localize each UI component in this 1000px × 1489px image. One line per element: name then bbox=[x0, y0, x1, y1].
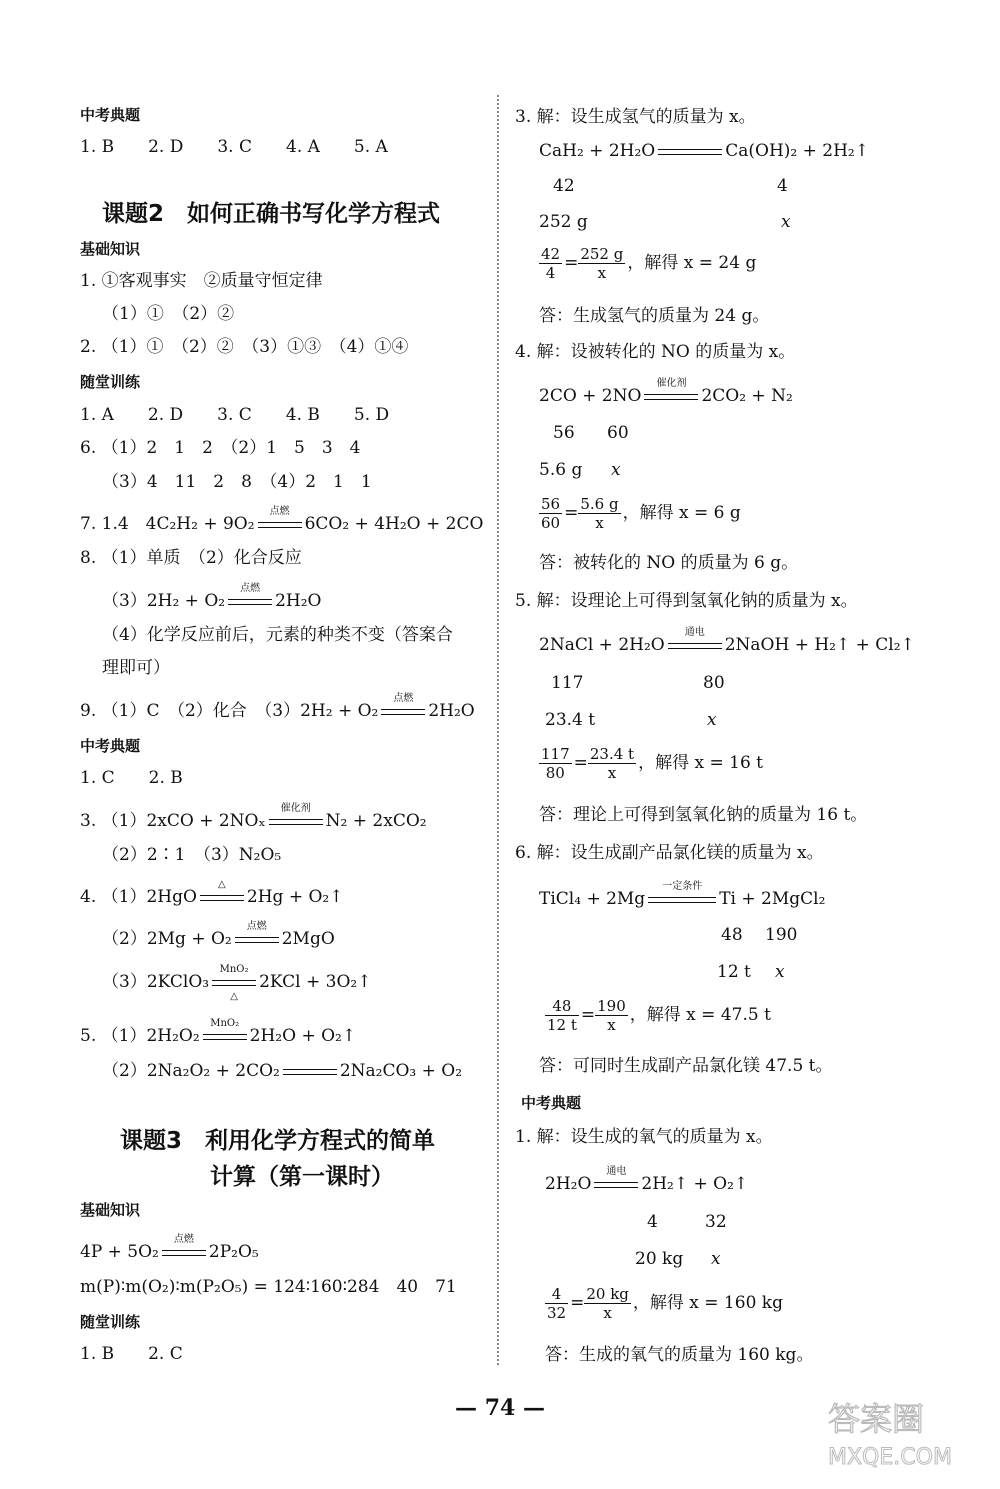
unknown-mass: x bbox=[775, 962, 785, 982]
answer-line: （3）4 11 2 8 （4）2 1 1 bbox=[102, 472, 372, 492]
watermark-text-url: MXQE.COM bbox=[828, 1445, 952, 1470]
molar-mass: 48 bbox=[721, 925, 743, 945]
answer-line: 答：生成氢气的质量为 24 g。 bbox=[539, 306, 770, 326]
section-heading: 随堂训练 bbox=[80, 373, 141, 391]
equation-line: 9. （1）C （2）化合 （3）2H₂ + O₂ 点燃 2H₂O bbox=[80, 692, 475, 721]
equation-line: 3. （1）2xCO + 2NOₓ 催化剂 N₂ + 2xCO₂ bbox=[80, 802, 427, 831]
molar-mass: 4 bbox=[647, 1212, 658, 1232]
answer-line: 1. B 2. D 3. C 4. A 5. A bbox=[80, 137, 388, 157]
equation-line: 2NaCl + 2H₂O 通电 2NaOH + H₂↑ + Cl₂↑ bbox=[539, 626, 915, 655]
section-heading: 随堂训练 bbox=[80, 1313, 141, 1331]
solution-intro: 1. 解：设生成的氧气的质量为 x。 bbox=[515, 1127, 773, 1147]
answer-line: （2）2∶1 （3）N₂O₅ bbox=[102, 845, 282, 865]
solution-intro: 4. 解：设被转化的 NO 的质量为 x。 bbox=[515, 342, 796, 362]
page-number: — 74 — bbox=[455, 1395, 545, 1421]
answer-line: （4）化学反应前后，元素的种类不变（答案合 bbox=[102, 625, 453, 645]
proportion-line: $\frac{42}{4}$ = $\frac{252 g}{x}$ ，解得 x = 24 g bbox=[541, 245, 757, 282]
given-mass: 23.4 t bbox=[545, 710, 596, 730]
section-heading: 基础知识 bbox=[80, 240, 141, 258]
answer-line: 1. C 2. B bbox=[80, 768, 183, 788]
section-heading: 中考典题 bbox=[521, 1094, 582, 1112]
answer-line: 答：可同时生成副产品氯化镁 47.5 t。 bbox=[539, 1056, 833, 1076]
column-divider bbox=[497, 95, 499, 1365]
watermark-text-cn: 答案圈 bbox=[828, 1400, 925, 1438]
equation-line: 7. 1.4 4C₂H₂ + 9O₂ 点燃 6CO₂ + 4H₂O + 2CO bbox=[80, 505, 484, 534]
answer-line: 理即可） bbox=[102, 658, 170, 678]
answer-line: 答：生成的氧气的质量为 160 kg。 bbox=[545, 1345, 814, 1365]
solution-intro: 3. 解：设生成氢气的质量为 x。 bbox=[515, 107, 756, 127]
watermark-logo bbox=[820, 1392, 990, 1472]
proportion-line: $\frac{48}{12 t}$ = $\frac{190}{x}$ ，解得 x = 47.5 t bbox=[547, 997, 771, 1034]
equation-line: 2H₂O 通电 2H₂↑ + O₂↑ bbox=[545, 1165, 749, 1194]
equation-line: 2CO + 2NO 催化剂 2CO₂ + N₂ bbox=[539, 377, 793, 406]
answer-line: 6. （1）2 1 2 （2）1 5 3 4 bbox=[80, 438, 361, 458]
molar-mass: 42 bbox=[553, 176, 575, 196]
equation-line: CaH₂ + 2H₂O Ca(OH)₂ + 2H₂↑ bbox=[539, 141, 869, 161]
equation-line: 4. （1）2HgO △ 2Hg + O₂↑ bbox=[80, 878, 344, 907]
section-heading: 中考典题 bbox=[80, 737, 141, 755]
answer-line: 1. A 2. D 3. C 4. B 5. D bbox=[80, 405, 390, 425]
unknown-mass: x bbox=[707, 710, 717, 730]
given-mass: 5.6 g bbox=[539, 460, 583, 480]
answer-line: 答：被转化的 NO 的质量为 6 g。 bbox=[539, 553, 799, 573]
proportion-line: $\frac{117}{80}$ = $\frac{23.4 t}{x}$ ，解得 x = 16 t bbox=[541, 745, 764, 782]
molar-mass: 60 bbox=[607, 423, 629, 443]
molar-mass: 32 bbox=[705, 1212, 727, 1232]
answer-line: 2. （1）① （2）② （3）①③ （4）①④ bbox=[80, 337, 409, 357]
answer-line: 8. （1）单质 （2）化合反应 bbox=[80, 548, 302, 568]
proportion-line: $\frac{56}{60}$ = $\frac{5.6 g}{x}$ ，解得 x = 6 g bbox=[541, 495, 741, 532]
answer-line: 1. B 2. C bbox=[80, 1344, 183, 1364]
answer-line: （1）① （2）② bbox=[102, 304, 235, 324]
answer-line: m(P)∶m(O₂)∶m(P₂O₅) = 124∶160∶284 40 71 bbox=[80, 1277, 457, 1297]
equation-line: 4P + 5O₂ 点燃 2P₂O₅ bbox=[80, 1233, 259, 1262]
section-heading: 基础知识 bbox=[80, 1201, 141, 1219]
unknown-mass: x bbox=[711, 1249, 721, 1269]
given-mass: 20 kg bbox=[635, 1249, 684, 1269]
solution-intro: 5. 解：设理论上可得到氢氧化钠的质量为 x。 bbox=[515, 591, 858, 611]
equation-line: （3）2KClO₃ MnO₂ △ 2KCl + 3O₂↑ bbox=[102, 963, 372, 1002]
molar-mass: 190 bbox=[765, 925, 798, 945]
equation-line: （2）2Na₂O₂ + 2CO₂ 2Na₂CO₃ + O₂ bbox=[102, 1061, 463, 1081]
proportion-line: $\frac{4}{32}$ = $\frac{20 kg}{x}$ ，解得 x = 160 kg bbox=[547, 1285, 783, 1322]
lesson-title: 课题3 利用化学方程式的简单 bbox=[120, 1128, 436, 1154]
section-heading: 中考典题 bbox=[80, 106, 141, 124]
lesson-title: 课题2 如何正确书写化学方程式 bbox=[102, 201, 441, 227]
molar-mass: 4 bbox=[777, 176, 788, 196]
answer-line: 答：理论上可得到氢氧化钠的质量为 16 t。 bbox=[539, 805, 868, 825]
molar-mass: 80 bbox=[703, 673, 725, 693]
answer-line: 1. ①客观事实 ②质量守恒定律 bbox=[80, 271, 323, 291]
given-mass: 252 g bbox=[539, 212, 588, 232]
equation-line: 5. （1）2H₂O₂ MnO₂ 2H₂O + O₂↑ bbox=[80, 1017, 357, 1046]
molar-mass: 56 bbox=[553, 423, 575, 443]
equation-line: （3）2H₂ + O₂ 点燃 2H₂O bbox=[102, 582, 322, 611]
lesson-subtitle: 计算（第一课时） bbox=[210, 1164, 394, 1190]
solution-intro: 6. 解：设生成副产品氯化镁的质量为 x。 bbox=[515, 843, 824, 863]
equation-line: TiCl₄ + 2Mg 一定条件 Ti + 2MgCl₂ bbox=[539, 880, 826, 909]
equation-line: （2）2Mg + O₂ 点燃 2MgO bbox=[102, 920, 335, 949]
unknown-mass: x bbox=[611, 460, 621, 480]
unknown-mass: x bbox=[781, 212, 791, 232]
molar-mass: 117 bbox=[551, 673, 584, 693]
given-mass: 12 t bbox=[717, 962, 751, 982]
